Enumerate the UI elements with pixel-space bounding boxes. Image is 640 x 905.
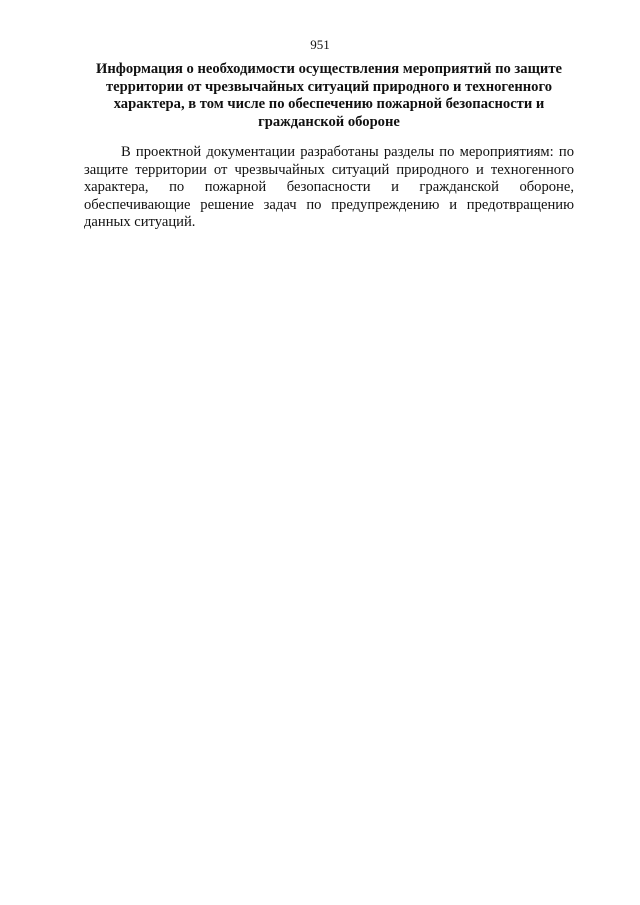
page-number: 951 (310, 37, 330, 52)
section-heading: Информация о необходимости осуществления мероприятий по защите территории от чрезвычайных ситуаций природного и техногенного характера, в том числе по обеспечению пожарной безопасности и гражданской обороне (96, 61, 562, 130)
body-paragraph: В проектной документации разработаны разделы по мероприятиям: по защите территории от чрезвычайных ситуаций природного и техногенного характера, по пожарной безопасности и гражданской обороне, обеспечивающие решение задач по предупреждению и предотвращению данных ситуаций. (84, 144, 574, 230)
